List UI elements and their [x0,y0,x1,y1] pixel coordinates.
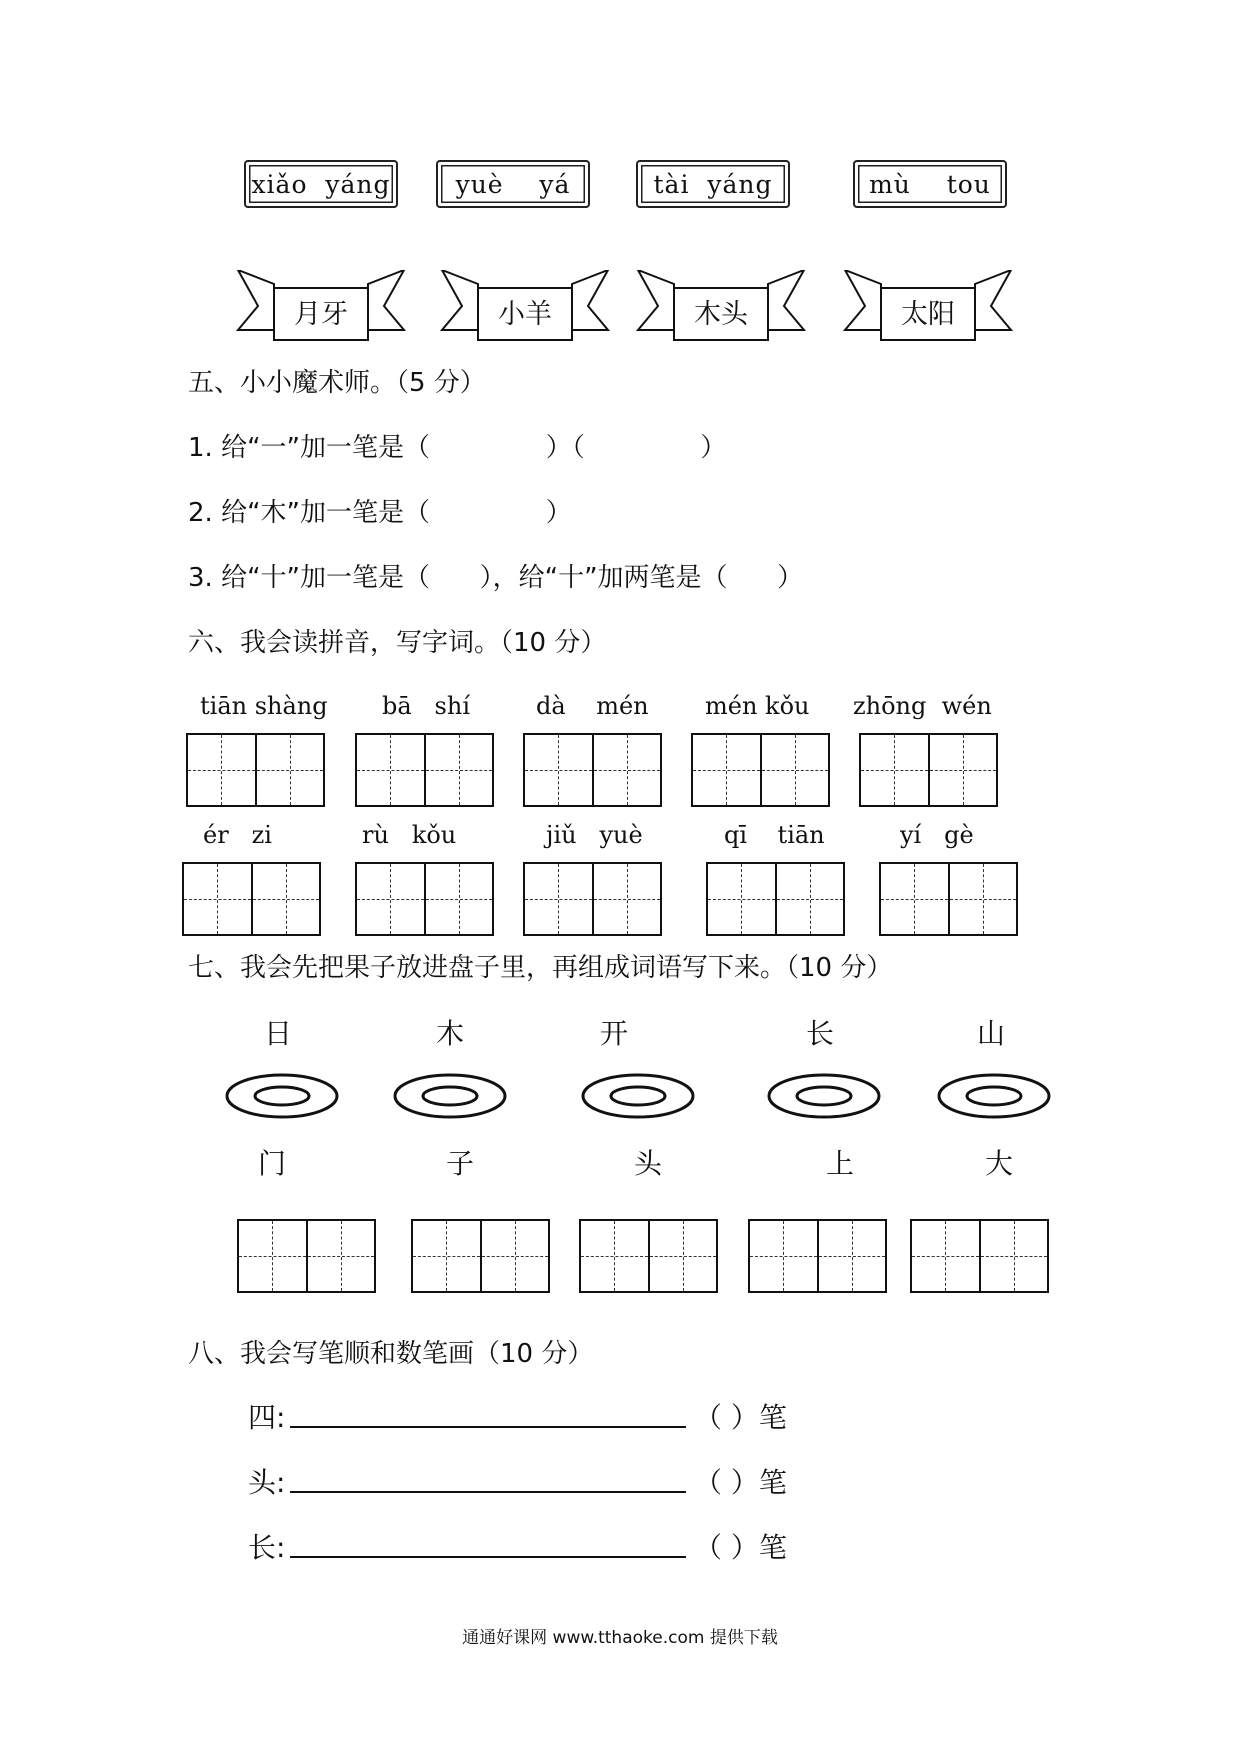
word-banner [236,270,406,342]
pinyin-label: mén kǒu [705,692,810,720]
section5-title: 五、小小魔术师。（5 分） [188,368,486,398]
banner-label: 小羊 [498,299,552,330]
writing-grid[interactable] [182,862,321,936]
fruit-char: 子 [446,1147,475,1180]
pinyin-card: tài yáng [636,160,790,208]
fruit-char: 头 [634,1147,663,1180]
section5-q2: 2. 给“木”加一笔是（ ） [188,498,572,528]
fruit-char: 山 [977,1017,1006,1050]
plate-icon [936,1072,1052,1120]
banner-label: 月牙 [294,299,348,330]
plate-icon [580,1072,696,1120]
footer-text: 通通好课网 www.tthaoke.com 提供下载 [462,1628,778,1648]
stroke-count: （ ）笔 [694,1466,787,1499]
fruit-char: 长 [806,1017,835,1050]
pinyin-label: rù kǒu [362,821,457,849]
pinyin-card: mù tou [853,160,1007,208]
pinyin-label: qī tiān [724,821,825,849]
writing-grid[interactable] [691,733,830,807]
pinyin-label: ér zi [203,821,272,849]
writing-grid[interactable] [523,733,662,807]
fruit-char: 大 [985,1147,1014,1180]
section6-title: 六、我会读拼音，写字词。（10 分） [188,628,607,658]
stroke-order-line[interactable] [290,1556,686,1558]
pinyin-label: zhōng wén [853,692,992,720]
stroke-char: 长: [248,1531,286,1564]
stroke-char: 四: [248,1401,286,1434]
section5-q3: 3. 给“十”加一笔是（ ），给“十”加两笔是（ ） [188,563,804,593]
writing-grid[interactable] [879,862,1018,936]
writing-grid[interactable] [237,1219,376,1293]
writing-grid[interactable] [355,862,494,936]
fruit-char: 上 [826,1147,855,1180]
pinyin-card: yuè yá [436,160,590,208]
writing-grid[interactable] [910,1219,1049,1293]
pinyin-label: yí gè [900,821,974,849]
pinyin-label: bā shí [382,692,471,720]
writing-grid[interactable] [411,1219,550,1293]
writing-grid[interactable] [579,1219,718,1293]
writing-grid[interactable] [748,1219,887,1293]
plate-icon [392,1072,508,1120]
section7-title: 七、我会先把果子放进盘子里，再组成词语写下来。（10 分） [188,953,893,983]
fruit-char: 木 [436,1017,465,1050]
writing-grid[interactable] [523,862,662,936]
stroke-char: 头: [248,1466,286,1499]
fruit-char: 开 [600,1017,629,1050]
section8-title: 八、我会写笔顺和数笔画（10 分） [188,1339,594,1369]
stroke-order-line[interactable] [290,1491,686,1493]
stroke-count: （ ）笔 [694,1531,787,1564]
writing-grid[interactable] [186,733,325,807]
word-banner [843,270,1013,342]
word-banner [440,270,610,342]
banner-label: 太阳 [901,299,955,330]
banner-label: 木头 [694,299,748,330]
stroke-count: （ ）笔 [694,1401,787,1434]
pinyin-label: tiān shàng [200,692,328,720]
pinyin-label: jiǔ yuè [546,821,643,849]
pinyin-label: dà mén [536,692,649,720]
writing-grid[interactable] [859,733,998,807]
fruit-char: 门 [258,1147,287,1180]
plate-icon [766,1072,882,1120]
word-banner [636,270,806,342]
fruit-char: 日 [264,1017,293,1050]
pinyin-card: xiǎo yáng [244,160,398,208]
writing-grid[interactable] [355,733,494,807]
writing-grid[interactable] [706,862,845,936]
plate-icon [224,1072,340,1120]
stroke-order-line[interactable] [290,1426,686,1428]
section5-q1: 1. 给“一”加一笔是（ ）（ ） [188,433,727,463]
